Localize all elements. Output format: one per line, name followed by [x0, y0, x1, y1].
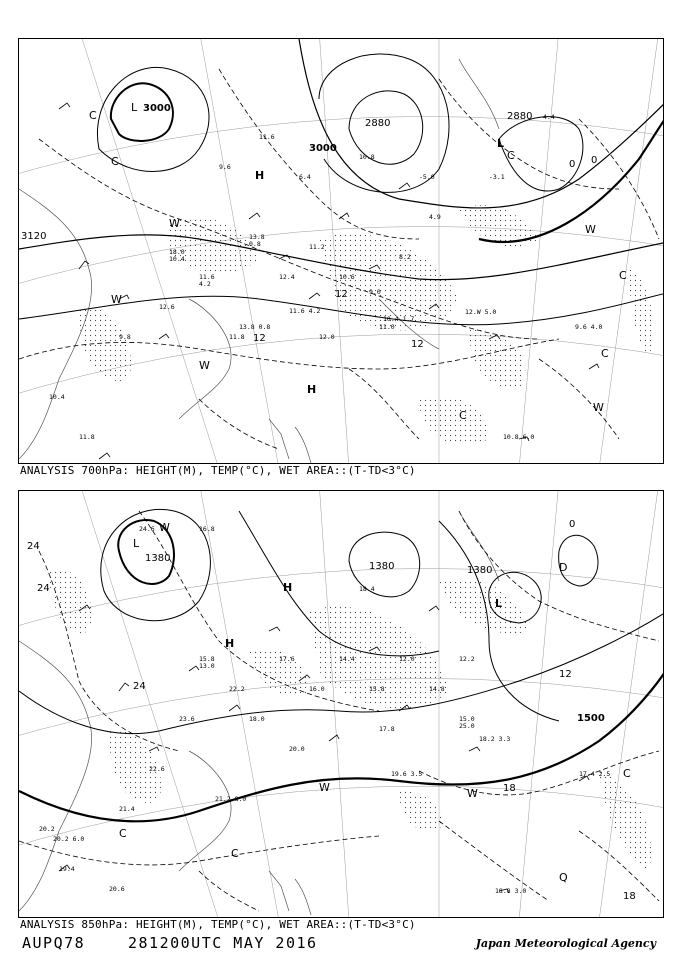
svg-text:20.0: 20.0: [289, 745, 305, 753]
svg-text:W: W: [319, 781, 330, 794]
temp-label: 24: [133, 681, 146, 692]
svg-text:12.0: 12.0: [399, 655, 415, 663]
svg-text:11.8: 11.8: [79, 433, 95, 441]
station-sample: 19.6 3.5: [391, 770, 423, 778]
station-plots: [49, 113, 555, 441]
station-sample: 10.8 6.0: [503, 433, 535, 441]
svg-text:18.4: 18.4: [359, 585, 375, 593]
map-700hpa-svg: [19, 39, 663, 463]
caption-700hpa: ANALYSIS 700hPa: HEIGHT(M), TEMP(°C), WET AREA::(T-TD<3°C): [20, 464, 416, 477]
map-850hpa-svg: [19, 491, 663, 917]
station-sample: 12.W 5.0: [465, 308, 497, 316]
contour-label: 3120: [21, 231, 47, 242]
svg-text:11.2: 11.2: [309, 243, 325, 251]
coastlines: [19, 511, 499, 915]
wind-barbs: [59, 103, 599, 459]
svg-text:-3.1: -3.1: [489, 173, 505, 181]
svg-text:0.8: 0.8: [249, 240, 261, 248]
svg-text:Q: Q: [559, 871, 568, 884]
contour-label: 1380: [467, 565, 493, 576]
wet-areas: [79, 205, 653, 444]
svg-text:18.0: 18.0: [249, 715, 265, 723]
svg-text:12.6: 12.6: [159, 303, 175, 311]
svg-text:10.4: 10.4: [49, 393, 65, 401]
caption-850hpa: ANALYSIS 850hPa: HEIGHT(M), TEMP(°C), WET AREA::(T-TD<3°C): [20, 918, 416, 931]
temp-label: 0: [591, 155, 598, 166]
warm-center-symbol: W: [467, 787, 478, 800]
svg-text:6.4: 6.4: [299, 173, 311, 181]
station-sample: 18.2 3.3: [479, 735, 511, 743]
temp-label: 12: [411, 339, 424, 350]
svg-text:4.2: 4.2: [199, 280, 211, 288]
svg-text:13.0: 13.0: [199, 662, 215, 670]
contour-label: 3000: [143, 103, 171, 114]
cold-center-symbol: C: [231, 847, 239, 860]
contour-label: 2880: [507, 111, 533, 122]
svg-text:D: D: [559, 561, 568, 574]
map-panel-700hpa: [18, 38, 664, 464]
svg-text:C: C: [459, 409, 467, 422]
temp-label: 24: [37, 583, 50, 594]
svg-text:9.6: 9.6: [219, 163, 231, 171]
map-panel-850hpa: [18, 490, 664, 918]
temp-label: 18: [623, 891, 636, 902]
svg-text:-4.4: -4.4: [539, 113, 555, 121]
svg-text:16.0: 16.0: [309, 685, 325, 693]
high-pressure-symbol: H: [255, 169, 265, 182]
svg-text:11.6: 11.6: [259, 133, 275, 141]
svg-text:C: C: [89, 109, 97, 122]
svg-text:8.2: 8.2: [399, 253, 411, 261]
svg-text:17.6: 17.6: [279, 655, 295, 663]
svg-text:4.9: 4.9: [429, 213, 441, 221]
svg-text:W: W: [169, 217, 180, 230]
svg-text:23.6: 23.6: [179, 715, 195, 723]
svg-text:9.0: 9.0: [369, 288, 381, 296]
svg-text:C: C: [111, 155, 119, 168]
svg-text:C: C: [619, 269, 627, 282]
svg-text:25.0: 25.0: [459, 722, 475, 730]
svg-text:15.0: 15.0: [459, 715, 475, 723]
svg-text:12.2: 12.2: [459, 655, 475, 663]
warm-center-symbol: W: [593, 401, 604, 414]
temp-label: 12: [559, 669, 572, 680]
svg-text:C: C: [623, 767, 631, 780]
contour-label: 1500: [577, 713, 605, 724]
low-pressure-symbol: L: [495, 597, 503, 610]
svg-text:22.2: 22.2: [229, 685, 245, 693]
svg-text:W: W: [159, 521, 170, 534]
svg-text:16.8: 16.8: [199, 525, 215, 533]
low-pressure-symbol: L: [133, 537, 140, 550]
contour-label: 3000: [309, 143, 337, 154]
svg-text:C: C: [507, 149, 515, 162]
svg-text:14.4: 14.4: [339, 655, 355, 663]
svg-text:24.6: 24.6: [139, 525, 155, 533]
svg-text:19.4: 19.4: [59, 865, 75, 873]
svg-text:W: W: [585, 223, 596, 236]
contour-label: 2880: [365, 118, 391, 129]
svg-text:18.0: 18.0: [169, 248, 185, 256]
svg-text:W: W: [199, 359, 210, 372]
valid-time: 281200UTC MAY 2016: [128, 934, 318, 952]
chart-code: AUPQ78: [22, 934, 86, 952]
graticule: [19, 491, 663, 917]
station-sample: 18.8 3.0: [495, 887, 527, 895]
svg-text:W: W: [111, 293, 122, 306]
svg-text:20.6: 20.6: [109, 885, 125, 893]
low-pressure-symbol: L: [131, 101, 138, 114]
svg-text:21.4: 21.4: [119, 805, 135, 813]
station-sample: 11.6 4.2: [289, 307, 321, 315]
svg-text:11.0: 11.0: [379, 323, 395, 331]
station-sample: 9.6 4.0: [575, 323, 603, 331]
station-sample: 10.4 1.7: [383, 315, 415, 323]
svg-text:11.8: 11.8: [229, 333, 245, 341]
contour-label: 1380: [369, 561, 395, 572]
high-pressure-symbol: H: [307, 383, 317, 396]
svg-text:12.4: 12.4: [279, 273, 295, 281]
temp-label: 18: [503, 783, 516, 794]
high-pressure-symbol: H: [225, 637, 235, 650]
svg-text:14.8: 14.8: [429, 685, 445, 693]
station-sample: 13.8 0.8: [239, 323, 271, 331]
svg-text:10.6: 10.6: [339, 273, 355, 281]
svg-text:20.2: 20.2: [39, 825, 55, 833]
temp-label: 0: [569, 159, 576, 170]
svg-text:10.8: 10.8: [359, 153, 375, 161]
station-sample: 20.2 6.0: [53, 835, 85, 843]
temp-label: 0: [569, 519, 576, 530]
station-sample: 21.2 8.0: [215, 795, 247, 803]
svg-text:15.8: 15.8: [369, 685, 385, 693]
svg-text:-5.0: -5.0: [419, 173, 435, 181]
svg-text:10.4: 10.4: [169, 255, 185, 263]
svg-text:12.0: 12.0: [319, 333, 335, 341]
low-pressure-symbol: L: [497, 137, 505, 150]
temp-label: 12: [253, 333, 266, 344]
svg-text:22.6: 22.6: [149, 765, 165, 773]
svg-text:11.6: 11.6: [199, 273, 215, 281]
temp-label: 24: [27, 541, 40, 552]
svg-text:C: C: [119, 827, 127, 840]
temp-label: 12: [335, 289, 348, 300]
svg-text:9.8: 9.8: [119, 333, 131, 341]
cold-center-symbol: C: [601, 347, 609, 360]
wet-areas: [49, 569, 651, 871]
station-sample: 17.4 2.5: [579, 770, 611, 778]
svg-text:15.8: 15.8: [199, 655, 215, 663]
high-pressure-symbol: H: [283, 581, 293, 594]
svg-text:13.8: 13.8: [249, 233, 265, 241]
contour-label: 1380: [145, 553, 171, 564]
agency-credit: Japan Meteorological Agency: [475, 937, 656, 950]
svg-text:17.8: 17.8: [379, 725, 395, 733]
